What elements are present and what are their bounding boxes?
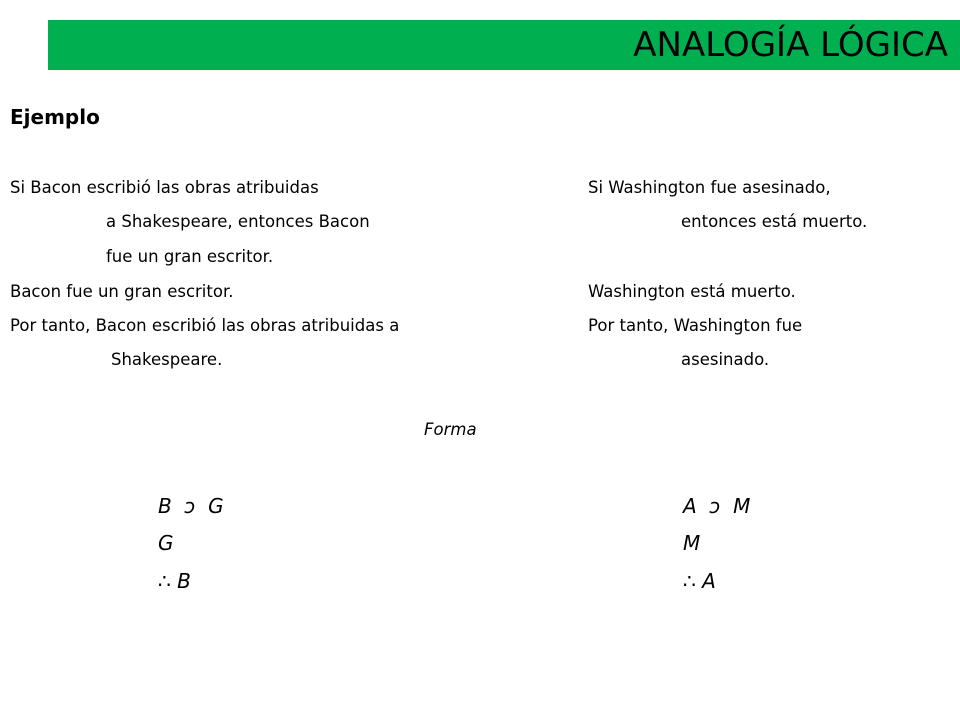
left-argument-line-4: Bacon fue un gran escritor. (10, 282, 234, 301)
form-label: Forma (424, 420, 477, 439)
left-form-premise-1: B ɔ G (158, 494, 224, 518)
right-argument-line-5: asesinado. (681, 350, 770, 369)
left-argument-line-3: fue un gran escritor. (106, 247, 274, 266)
left-argument-line-6: Shakespeare. (111, 350, 223, 369)
left-argument-line-5: Por tanto, Bacon escribió las obras atribuidas a (10, 316, 400, 335)
left-form-conclusion: ∴ B (158, 569, 191, 593)
slide-title: ANALOGÍA LÓGICA (633, 25, 948, 65)
example-heading: Ejemplo (10, 105, 100, 129)
right-argument-line-2: entonces está muerto. (681, 212, 868, 231)
right-form-premise-1: A ɔ M (683, 494, 751, 518)
right-argument-line-1: Si Washington fue asesinado, (588, 178, 831, 197)
title-bar (48, 20, 960, 70)
left-argument-line-2: a Shakespeare, entonces Bacon (106, 212, 370, 231)
left-form-premise-2: G (158, 531, 174, 555)
right-argument-line-4: Por tanto, Washington fue (588, 316, 803, 335)
right-form-conclusion: ∴ A (683, 569, 716, 593)
left-argument-line-1: Si Bacon escribió las obras atribuidas (10, 178, 319, 197)
right-form-premise-2: M (683, 531, 701, 555)
right-argument-line-3: Washington está muerto. (588, 282, 796, 301)
